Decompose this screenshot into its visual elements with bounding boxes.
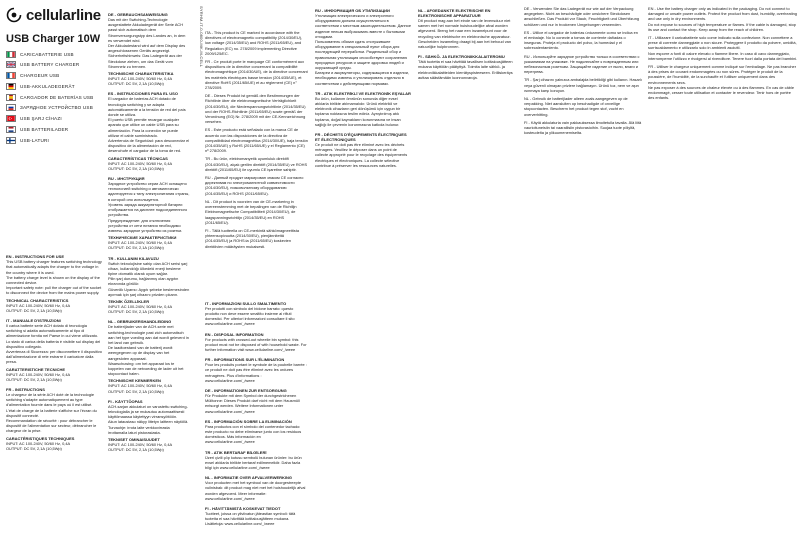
safety-text: IT - Utilizzare il caricabatterie solo come indicato sulla confezione. Non connettere a prese di corrente danneggiate o non sicure. Proteggere il prodotto da polvere, umidità, surriscaldamento e utilizzarlo solo in ambienti asciutti. bbox=[648, 35, 797, 51]
safety-text: Non esporre a fonti di calore elevato o fiamme libere. In caso di cavo danneggiato, interromperne l'utilizzo e rivolgersi al rivenditore. Tenere fuori dalla portata dei bambini. bbox=[648, 50, 798, 61]
es-paragraph: Advertencia de Seguridad: para desconectar el dispositivo de la alimentación de red, desenchufe el cargador de la toma de red. bbox=[108, 138, 190, 154]
weee-heading: ES - INFORMACIÓN SOBRE LA ELIMINACIÓN bbox=[205, 418, 292, 424]
fi-weee-heading: FI - SÄHKÖ- JA ELEKTRONIIKKALAITEROMU bbox=[418, 54, 505, 60]
weee-text: Üzeri çizili çöp kutusu sembolü bulunan ürünler: bu ürün evsel atıklarla birlikte bertaraf edilmemelidir. Daha fazla bilgi için www.cellularline.com/_/weee bbox=[205, 454, 302, 470]
de-paragraph: Sicherheitshinweis: Das Ladegerät aus der Steckdose ziehen, um das Gerät vom Stromnetz zu trennen. bbox=[108, 53, 182, 69]
tr-input: INPUT: AC 100-240V, 50/60 Hz, 0,4A bbox=[108, 303, 173, 309]
flag-nl-icon bbox=[6, 126, 16, 133]
weee-heading: IT - INFORMAZIONI SULLO SMALTIMENTO bbox=[205, 300, 287, 306]
flag-tr-icon bbox=[6, 115, 16, 122]
language-label: USB BATTERY CHARGER bbox=[20, 62, 80, 68]
compliance-text: DE - Dieses Produkt ist gemäß den Bestimmungen der Richtlinie über die elektromagnetische Verträglichkeit (2014/30/EU), die Niederspannungsrichtlinie (2014/35/EU) und der ROHS-Richtlinie (2011/65/EU) sowie gemäß der Verordnung (EG) Nr. 278/2009 mit der CE-Kennzeichnung versehen. bbox=[205, 93, 306, 125]
en-paragraph: Important safety note: pull the charger out of the socket to disconnect the device from the mains power supply. bbox=[6, 285, 102, 296]
column-4 bbox=[315, 6, 411, 168]
column-3 bbox=[205, 30, 308, 527]
safety-text: TR - Şarj cihazını yalnızca ambalajda belirtildiği gibi kullanın. Hasarlı veya güvenli olmayan prizlere bağlamayın. Ürünü toz, nem ve aşırı ısınmaya karşı koruyun. bbox=[524, 77, 642, 93]
safety-text: EN - Use the battery charger only as indicated in the packaging. Do not connect to damaged or unsafe power outlets. Protect the product from dust, humidity, overheating and use only in dry environments. bbox=[648, 6, 797, 22]
compliance-text: ITA - This product is CE marked in accordance with the directives of electromagnetic compatibility (2014/30/EU), low voltage (2014/35/EU) and ROHS (2011/65/EU), and Regulation (EC) no. 278/2009 implementing Directive 2009/125/EC. bbox=[205, 30, 303, 56]
fr-tech-heading: CARACTÉRISTIQUES TECHNIQUES bbox=[6, 435, 75, 441]
column-7 bbox=[648, 6, 798, 100]
nl-paragraph: De batterijlader van de ACH-serie met switching-technologie past zich automatisch aan het type voeding aan dat wordt geleverd in het land van gebruik. bbox=[108, 324, 189, 345]
ru-paragraph: Зарядное устройство серии ACH оснащено технологией switching и автоматически адаптируется к типу электропитания страны, в которой оно используется. bbox=[108, 181, 190, 202]
flag-gb-icon bbox=[6, 61, 16, 68]
compliance-text: RU - Данный продукт маркирован знаком CE согласно директивам по электромагнитной совместимости (2014/30/EU), низковольтному оборудованию (2014/35/EU) и ROHS (2011/65/EU). bbox=[205, 175, 304, 196]
nl-tech-heading: TECHNISCHE KENMERKEN bbox=[108, 378, 161, 384]
en-input: INPUT: AC 100-240V, 50/60 Hz, 0,4A bbox=[6, 302, 71, 308]
language-label: USB BATTERILADER bbox=[20, 127, 69, 133]
flag-es-icon bbox=[6, 94, 16, 101]
fr-paragraph: Le chargeur de la série ACH doté de la technologie switching s'adapte automatiquement au type d'alimentation fournie dans le pays où il est utilisé. bbox=[6, 392, 95, 408]
weee-text: Für Produkte mit dem Symbol der durchgestrichenen Mülltonne: Dieses Produkt darf nicht mit dem Hausmüll entsorgt werden. Weitere Informationen unter www.cellularline.com/_/weee bbox=[205, 392, 300, 414]
ru-weee-text: Батареи и аккумуляторы, содержащиеся в изделии, необходимо извлечь и утилизировать отдельно в соответствии с действующими нормами. bbox=[315, 70, 409, 86]
language-item bbox=[6, 125, 102, 135]
it-heading: IT - MANUALE D'ISTRUZIONI bbox=[6, 318, 61, 323]
fr-weee-text: Ce produit ne doit pas être éliminé avec les déchets ménagers. Veuillez le déposer dans un point de collecte approprié pour le recyclage des équipements électriques et électroniques. La collecte sélective contribue à préserver les ressources naturelles. bbox=[315, 142, 408, 168]
fr-heading: FR - INSTRUCTIONS bbox=[6, 387, 45, 393]
tr-output: OUTPUT: DC 5V, 2,1A (10,5Wp) bbox=[108, 309, 164, 315]
ru-tech-heading: ТЕХНИЧЕСКИЕ ХАРАКТЕРИСТИКИ bbox=[108, 235, 177, 241]
language-label: USB-LATURI bbox=[20, 137, 49, 143]
nl-input: INPUT: AC 100-240V, 50/60 Hz, 0,4A bbox=[108, 383, 173, 389]
fi-weee-text: Tätä tuotetta ei saa hävittää tavallisen kotitalousjätteen mukana käyttöiän päätyttyä. Toimita laite sähkö- ja elektroniikkalaitteiden kierrätyspisteeseen. Erilliskeräys auttaa säästämään luonnonvaroja. bbox=[418, 59, 513, 80]
it-input: INPUT: AC 100-240V, 50/60 Hz, 0,4A bbox=[6, 371, 71, 377]
product-title: USB Charger 10W bbox=[6, 33, 101, 45]
fi-heading: FI - KÄYTTÖOPAS bbox=[108, 398, 143, 404]
it-paragraph: Avvertenza di Sicurezza: per disconnettere il dispositivo dall'alimentazione di rete estrarre il caricatore dalla presa. bbox=[6, 349, 102, 365]
fi-paragraph: Turvaohje: irrota laite verkkovirrasta irrottamalla laturi pistorasiasta. bbox=[108, 424, 170, 435]
safety-text: Do not expose to sources of high temperature or flames. If the cable is damaged, stop its use and contact the shop. Keep away from the reach of children. bbox=[648, 21, 796, 32]
flag-ru-icon bbox=[6, 104, 16, 111]
de-tech-heading: TECHNISCHE CHARAKTERISTIKA bbox=[108, 71, 174, 77]
es-input: INPUT: AC 100-240V, 50/60 Hz, 0,4A bbox=[108, 160, 173, 166]
de-heading: DE - GEBRAUCHSANWEISUNG bbox=[108, 12, 168, 17]
de-input: INPUT: AC 100-240V, 50/60 Hz, 0,4A bbox=[108, 76, 173, 82]
fi-tech-heading: TEKNISET OMINAISUUDET bbox=[108, 437, 160, 442]
it-paragraph: Lo stato di carica della batteria è visibile sul display del dispositivo collegato. bbox=[6, 338, 101, 349]
language-label: CHARGEUR USB bbox=[20, 73, 60, 79]
it-output: OUTPUT: DC 5V, 2,1A (10,5Wp) bbox=[6, 376, 62, 382]
en-output: OUTPUT: DC 5V, 2,1A (10,5Wp) bbox=[6, 307, 62, 313]
weee-text: Tuotteet, joissa on yliviivatun jäteastian symboli: tätä tuotetta ei saa hävittää kotitalousjätteen mukana. Lisätietoja: www.cellularline.com/_/weee bbox=[205, 511, 296, 527]
it-paragraph: Il carica batterie serie ACH dotato di tecnologia switching si adatta automaticamente al tipo di alimentazione fornita nel Paese in cui viene utilizzato. bbox=[6, 323, 99, 339]
language-item bbox=[6, 135, 102, 145]
de-paragraph: Das mit der Switching-Technologie ausgestattete Akkuladegerät der Serie ACH passt sich automatisch dem Stromversorgungstyp des Landes an, in dem es verwendet wird. bbox=[108, 17, 186, 43]
brand-name: cellularline bbox=[26, 6, 101, 24]
ru-input: INPUT: AC 100-240V, 50/60 Hz, 0,4A bbox=[108, 240, 173, 246]
safety-text: RU - Используйте зарядное устройство только в соответствии с указаниями на упаковке. Не подключайте к поврежденным или небезопасным розеткам. Защищайте изделие от пыли, влаги и перегрева. bbox=[524, 53, 640, 75]
weee-text: Para productos con el símbolo del contenedor tachado: este producto no debe eliminarse junto con los residuos domésticos. Más información en www.cellularline.com/_/weee bbox=[205, 423, 302, 445]
ru-weee-text: Утилизация электрического и электронного оборудования должна осуществляться в соответствии с местным законодательством. Данное изделие нельзя выбрасывать вместе с бытовыми отходами. bbox=[315, 13, 411, 39]
en-tech-heading: TECHNICAL CHARACTERISTICS bbox=[6, 297, 69, 303]
en-paragraph: The battery charge level is shown on the display of the connected device. bbox=[6, 274, 100, 285]
language-item bbox=[6, 114, 102, 124]
compliance-text: FR - Ce produit porte le marquage CE conformément aux dispositions de la directive concernant la compatibilité électromagnétique (2014/30/UE), de la directive concernant les matériels électriques basse tension (2014/35/UE), et directive RoHS (2011/65/UE) et au règlement (CE) n° 278/2009. bbox=[205, 59, 308, 91]
weee-text: Pour les produits portant le symbole de la poubelle barrée : ce produit ne doit pas être éliminé avec les ordures ménagères. Plus d'informations : www.cellularline.com/_/weee bbox=[205, 362, 307, 383]
language-label: CARICABATTERIE USB bbox=[20, 51, 74, 57]
language-item bbox=[6, 92, 102, 102]
language-item bbox=[6, 49, 102, 59]
tr-paragraph: Güvenlik Uyarısı: Aygıtı şebeke beslemesinden ayırmak için şarj cihazını prizden çıkarın. bbox=[108, 286, 190, 297]
weee-heading: FR - INFORMATIONS SUR L'ÉLIMINATION bbox=[205, 357, 285, 363]
nl-weee-heading: NL - AFGEDANKTE ELEKTRISCHE EN ELEKTRONISCHE APPARATUUR bbox=[418, 8, 491, 18]
fr-output: OUTPUT: DC 5V, 2,1A (10,5Wp) bbox=[6, 445, 62, 451]
flag-de-icon bbox=[6, 83, 16, 90]
tr-heading: TR - KULLANIM KILAVUZU bbox=[108, 255, 159, 261]
language-label: USB-AKKULADEGERÄT bbox=[20, 83, 75, 89]
es-heading: ES - INSTRUCCIONES PARA EL USO bbox=[108, 91, 178, 97]
es-tech-heading: CARACTERÍSTICAS TÉCNICAS bbox=[108, 155, 168, 161]
en-paragraph: This USB battery charger features switching technology that automatically adapts the charger to the voltage in the country where it is used. bbox=[6, 259, 102, 275]
tr-weee-heading: TR - ATIK ELEKTRİKLİ VE ELEKTRONİK EŞYALAR bbox=[315, 90, 411, 96]
flag-fr-icon bbox=[6, 72, 16, 79]
language-item bbox=[6, 60, 102, 70]
fi-paragraph: Akun lataustaso näkyy liitetyn laitteen näytöllä. bbox=[108, 419, 189, 425]
ru-weee-text: Пользователь обязан сдать отслужившее оборудование в специальный пункт сбора для последующей переработки. Раздельный сбор и правильная утилизация способствуют сохранению природных ресурсов и защите здоровья людей и окружающей среды. bbox=[315, 39, 408, 71]
safety-text: FR - Utiliser le chargeur uniquement comme indiqué sur l'emballage. Ne pas brancher à des prises de courant endommagées ou non sûres. Protéger le produit de la poussière, de l'humidité, de la surchauffe et l'utiliser uniquement dans des environnements secs. bbox=[648, 64, 797, 85]
fr-paragraph: Recommandation de sécurité : pour débrancher le dispositif de l'alimentation sur secteur, débrancher le chargeur de la prise. bbox=[6, 418, 97, 434]
compliance-text: TR - Bu ürün, elektromanyetik uyumluluk direktifi (2014/30/EU), alçak gerilim direktifi (2014/35/EU) ve ROHS direktifi (2011/65/EU) ile uyumlu CE işaretine sahiptir. bbox=[205, 156, 308, 172]
language-list bbox=[6, 49, 102, 145]
language-item bbox=[6, 103, 102, 113]
de-paragraph: Der Akkuladestand wird auf dem Display des angeschlossenen Geräts angezeigt. bbox=[108, 43, 186, 54]
es-paragraph: El puerto USB permite recargar cualquier aparato que utilice un cable USB para su alimentación. Para la conexión se puede utilizar el cable suministrado. bbox=[108, 117, 180, 138]
language-label: ЗАРЯДНОЕ УСТРОЙСТВО USB bbox=[20, 105, 93, 111]
column-1 bbox=[6, 6, 102, 451]
en-heading: EN - INSTRUCTIONS FOR USE bbox=[6, 254, 65, 260]
de-output: OUTPUT: DC 5V, 2,1A (10,5Wp) bbox=[108, 81, 164, 87]
nl-paragraph: Waarschuwing: om het apparaat los te koppelen van de netvoeding de lader uit het stopcontact halen. bbox=[108, 360, 184, 377]
flag-fi-icon bbox=[6, 137, 16, 144]
ru-heading: RU - ИНСТРУКЦИЯ bbox=[108, 176, 145, 182]
safety-text: FI - Käytä akkulaturia vain pakkauksessa ilmoitetulla tavalla. Älä liitä vaurioituneisiin tai vaarallisiin pistorasioihin. Suojaa tuote pölyltä, kosteudelta ja ylikuumenemiselta. bbox=[524, 119, 642, 136]
tr-weee-text: Bu ürün, kullanım ömrünün sonunda diğer evsel atıklarla birlikte atılmamalıdır. Ürünü elektrikli ve elektronik cihazların geri dönüşümü için uygun bir toplama noktasına teslim ediniz. Ayrıştırılmış atık toplama, doğal kaynakların korunmasına ve insan sağlığı ile çevrenin korunmasına katkıda bulunur. bbox=[315, 95, 401, 127]
weee-heading: DE - INFORMATIONEN ZUR ENTSORGUNG bbox=[205, 387, 287, 393]
cellularline-logo-icon bbox=[6, 7, 22, 23]
safety-text: NL - Gebruik de batterijlader alleen zoals aangegeven op de verpakking. Niet aansluiten op beschadigde of onveilige stopcontacten. Bescherm het product tegen stof, vocht en oververhitting. bbox=[524, 96, 628, 117]
weee-heading: FI - HÄVITTÄMISTÄ KOSKEVAT TIEDOT bbox=[205, 506, 281, 511]
tr-paragraph: Switch teknolojisine sahip olan ACH serisi şarj cihazı, kullanıldığı ülkedeki enerji besleme tipine otomatik olarak uyum sağlar. bbox=[108, 260, 188, 276]
tr-tech-heading: TEKNİK ÖZELLİKLER bbox=[108, 298, 150, 304]
flag-it-icon bbox=[6, 51, 16, 58]
fr-weee-heading: FR - DÉCHETS D'ÉQUIPEMENTS ÉLECTRIQUES ET ÉLECTRONIQUES bbox=[315, 132, 407, 143]
fi-paragraph: ACH-sarjan akkulaturi on varustettu switching-teknologialla ja se mukautuu automaattisesti käyttömaassa käytettyyn virransyöttöön. bbox=[108, 403, 188, 420]
fr-input: INPUT: AC 100-240V, 50/60 Hz, 0,4A bbox=[6, 440, 71, 446]
it-tech-heading: CARATTERISTICHE TECNICHE bbox=[6, 366, 66, 372]
compliance-text: NL - Dit product is voorzien van de CE-markering in overeenstemming met de bepalingen van de Richtlijn Elektromagnetische Compatibiliteit (2014/30/EU), de laagspanningsrichtlijn (2014/35/EU) en ROHS (2011/65/EU). bbox=[205, 198, 297, 225]
es-output: OUTPUT: DC 5V, 2,1A (10,5Wp) bbox=[108, 165, 164, 171]
safety-text: Ne pas exposer à des sources de chaleur élevée ou à des flammes. En cas de câble endommagé, cesser toute utilisation et contacter le revendeur. Tenir hors de portée des enfants. bbox=[648, 84, 794, 101]
product-code-strip bbox=[196, 6, 204, 206]
ru-output: OUTPUT: DC 5V, 2,1A (10,5Wp) bbox=[108, 245, 164, 251]
weee-heading: TR - ATIK BERTARAF BİLGİLERİ bbox=[205, 449, 267, 455]
product-code: SYRHM-IT-0-0800-MK-M-CELL bbox=[199, 6, 204, 68]
nl-weee-text: Dit product mag aan het einde van de levensduur niet samen met het normale huishoudelijke afval worden afgevoerd. Breng het naar een inzamelpunt voor de recycling van elektrische en elektronische apparatuur. Gescheiden inzameling draagt bij aan het behoud van natuurlijke hulpbronnen. bbox=[418, 18, 512, 50]
language-item bbox=[6, 81, 102, 91]
language-item bbox=[6, 71, 102, 81]
weee-heading: NL - INFORMATIE OVER AFVALVERWERKING bbox=[205, 475, 293, 481]
fr-paragraph: L'état de charge de la batterie s'affiche sur l'écran du dispositif connecté. bbox=[6, 407, 97, 418]
compliance-text: FI - Tällä tuotteella on CE-merkintä sähkömagneettista yhteensopivuutta (2014/30/EU), pienjännitettä (2014/35/EU) ja ROHS:ia (2011/65/EU) koskevien direktiivien määräysten mukaisesti. bbox=[205, 227, 299, 249]
tr-paragraph: Pilin şarj durumu, bağlanmış olan aygıtın ekranında görülür. bbox=[108, 276, 179, 287]
safety-text: ES - Utilice el cargador de baterías únicamente como se indica en el embalaje. No lo conecte a tomas de corriente dañadas o inseguras. Proteja el producto del polvo, la humedad y el sobrecalentamiento. bbox=[524, 29, 638, 51]
safety-text: DE - Verwenden Sie das Ladegerät nur wie auf der Verpackung angegeben. Nicht an beschädigte oder unsichere Steckdosen anschließen. Das Produkt vor Staub, Feuchtigkeit und Überhitzung schützen und nur in trockenen Umgebungen verwenden. bbox=[524, 6, 640, 27]
fi-output: OUTPUT: DC 5V, 2,1A (10,5Wp) bbox=[108, 447, 164, 453]
brand-logo bbox=[6, 6, 102, 24]
weee-text: Per prodotti con simbolo del bidone barrato: questo prodotto non deve essere smaltito insieme ai rifiuti domestici. Per ulteriori informazioni consultare il sito www.cellularline.com/_/weee bbox=[205, 305, 295, 327]
ru-paragraph: Уровень заряда аккумуляторной батареи отображается на дисплее подсоединенного устройства. bbox=[108, 201, 188, 218]
compliance-text: ES - Este producto está señalado con la marca CE de acuerdo con las disposiciones de la directiva de compatibilidad electromagnética (2014/30/UE), baja tensión (2014/35/UE) y RoHS (2011/65/UE) y el Reglamento (CE) nº 278/2009. bbox=[205, 127, 308, 154]
nl-output: OUTPUT: DC 5V, 2,1A (10,5Wp) bbox=[108, 388, 164, 394]
column-2 bbox=[108, 10, 190, 452]
weee-heading: EN - DISPOSAL INFORMATION bbox=[205, 331, 264, 337]
weee-text: For products with crossed-out wheelie bin symbol: this product must not be disposed of with household waste. For further information visit www.cellularline.com/_/weee bbox=[205, 336, 307, 352]
ru-paragraph: Предупреждение: для отключения устройства от сети питания необходимо извлечь зарядное устройство из розетки. bbox=[108, 217, 183, 233]
language-label: CARGADOR DE BATERÍAS USB bbox=[20, 94, 94, 100]
column-5 bbox=[418, 6, 516, 80]
ru-weee-heading: RU - ИНФОРМАЦИЯ ОБ УТИЛИЗАЦИИ bbox=[315, 8, 390, 13]
fi-input: INPUT: AC 100-240V, 50/60 Hz, 0,4A bbox=[108, 442, 173, 447]
column-6 bbox=[524, 6, 642, 135]
nl-heading: NL - GEBRUIKERSHANDLEIDING bbox=[108, 319, 172, 325]
weee-text: Voor producten met het symbool van de doorgestreepte vuilnisbak: dit product mag niet met het huishoudelijk afval worden afgevoerd. Meer informatie: www.cellularline.com/_/weee bbox=[205, 480, 306, 501]
nl-paragraph: De laadtoestand van de batterij wordt weergegeven op de display van het aangesloten apparaat. bbox=[108, 345, 173, 361]
es-paragraph: El cargador de baterías ACH dotado de tecnología switching y se adapta automáticamente a la tensión de red del país donde se utiliza. bbox=[108, 96, 186, 118]
language-label: USB ŞARJ CİHAZI bbox=[20, 116, 62, 122]
